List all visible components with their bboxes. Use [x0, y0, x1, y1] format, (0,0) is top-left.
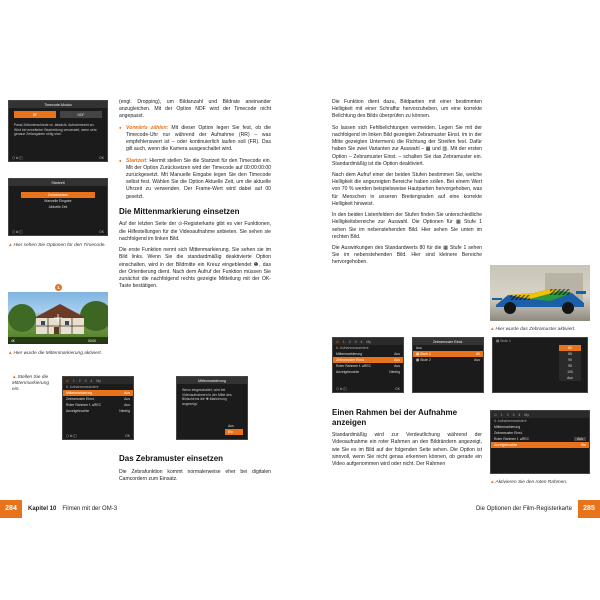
caption-mitten-menu: ▲Stellen Sie die Mittenmarkierung ein. — [12, 374, 50, 393]
tab-1[interactable]: 1 — [72, 378, 75, 383]
ok-label: OK — [99, 230, 104, 234]
menu-row[interactable]: Anzeigeleuchte Niedrig — [66, 409, 130, 413]
popup-option-on[interactable]: Ein — [225, 429, 243, 435]
heading-mitten: Die Mittenmarkierung einsetzen — [119, 206, 240, 216]
level-option[interactable]: Aus — [567, 376, 573, 380]
rahmen-menu-screen — [490, 410, 590, 474]
level-option[interactable]: 80 — [559, 345, 581, 351]
left-text-column-bottom — [119, 448, 271, 487]
chapter-label: Kapitel 10 Filmen mit der OM-3 — [28, 506, 118, 512]
zebra-submenu-screen — [412, 337, 484, 393]
tab-4[interactable]: 4 — [360, 339, 363, 344]
svg-text:4K: 4K — [11, 339, 15, 343]
caption-triangle-icon: ▲ — [490, 479, 495, 484]
paragraph-zebra-3: Nach dem Aufruf einer der beiden Stufen bestimmen Sie, welche Helligkeit die angezeigten Bereiche haben sollen. Bei einem Wert von 70 % werden beispielsweise Hautpartien hervorgehoben, was für Menschen in unseren Breitengraden auf eine korrekte Helligkeit hinweist. — [332, 171, 482, 207]
popup-title: Mittenmarkierung — [177, 377, 247, 384]
option-ndf[interactable]: NDF — [60, 111, 102, 118]
level-option[interactable]: 85 — [568, 352, 572, 356]
submenu-row[interactable]: ▦ Stufe 2 Aus — [416, 358, 480, 362]
menu-row[interactable]: Mittenmarkierung Aus — [336, 352, 400, 356]
screen-footer-icons: ⬡ ⧉ ◫ — [12, 156, 23, 160]
menu-row[interactable]: Anzeigeleuchte Niedrig — [336, 370, 400, 374]
tab-video[interactable]: ⊙ — [66, 378, 69, 383]
intro-paragraph: (engl. Dropping), um Bildanzahl und Bildrate aneinander anzugleichen. Mit der Option NDF wird der Timecode nicht angepasst. — [119, 99, 271, 120]
paragraph-mitten-2: Die erste Funktion nennt sich Mittenmarkierung. Sie sehen sie im Bild links. Wenn Sie die standardmäßig deaktivierte Option einschalten, wird in der Bildmitte ein Kreuz eingeblendet ❶, das der Orientierung dient. Nach dem Aufruf der Funktion müssen Sie zunächst die nachfolgend rechts gezeigte Mitteilung mit der OK-Taste bestätigen. — [119, 247, 271, 290]
house-illustration — [8, 292, 108, 344]
menu-row[interactable]: Mittenmarkierung Aus — [63, 390, 133, 396]
tab-2[interactable]: 2 — [348, 339, 351, 344]
page-number-left: 284 — [0, 500, 22, 518]
tab-my[interactable]: My — [96, 378, 101, 383]
left-footer — [0, 500, 300, 518]
ok-label: OK — [395, 387, 400, 391]
screen-title: Timecode-Modus — [9, 101, 107, 108]
caption-triangle-icon: ▲ — [8, 242, 13, 247]
menu-row[interactable]: Roter Rahmen f. ●REC Aus — [336, 364, 400, 368]
screen-footer-icons: ⬡ ⧉ ◫ — [336, 387, 347, 391]
submenu-title: Zebramuster Einst. — [413, 338, 483, 345]
race-car-illustration — [490, 265, 590, 321]
paragraph-zebra-5: Die Auswirkungen des Standardwerts 80 für die ▦ Stufe 1 sehen Sie im nebenstehenden Bild. Hier sind kleinere Bereiche hervorgehoben. — [332, 244, 482, 266]
tab-3[interactable]: 3 — [512, 412, 515, 417]
zebra-menu-screen — [332, 337, 404, 393]
tab-video[interactable]: ⊙ — [494, 412, 497, 417]
mitten-menu-screen — [62, 376, 134, 440]
bullet-start-time: ● Startzeit: Hiermit stellen Sie die Startzeit für den Timecode ein. Mit der Option Zurücksetzen wird der Timecode auf 00:00:00:00 zurückgesetzt. Mit Manuelle Eingabe legen Sie den Timecode selbst fest. Wählen Sie die Option Aktuelle Zeit, um die aktuelle Uhrzeit zu verwenden. Der Frame-Wert wird dabei auf 00 gesetzt. — [119, 158, 271, 201]
option-current-time[interactable]: Aktuelle Zeit — [48, 205, 68, 209]
race-car-photo — [490, 265, 590, 321]
tab-my[interactable]: My — [524, 412, 529, 417]
left-text-column — [119, 99, 271, 294]
ok-label: OK — [99, 156, 104, 160]
tab-1[interactable]: 1 — [500, 412, 503, 417]
menu-row[interactable]: Mittenmarkierung — [494, 425, 521, 429]
bullet-forward-count: ● Vorwärts zählen: Mit dieser Option legen Sie fest, ob die Timecode-Uhr nur während der Aufnahme (RR) – was empfehlenswert ist – oder kontinuierlich laufen soll (FR). Das gilt auch, wenn die Kamera ausgeschaltet wird. — [119, 125, 271, 154]
right-text-column — [332, 99, 482, 271]
screen-footer-icons: ⬡ ⧉ ◫ — [12, 230, 23, 234]
paragraph-zebra-2: So lassen sich Fehlbelichtungen vermeiden. Legen Sie mit der nachfolgend im linken Bild gezeigten Zebramuster Einst. im in der Mitte gezeigten Untermenü die Richtung der Streifen fest. Dafür haben Sie zwei Varianten zur Auswahl – ▦ und ▥. Mit der ersten Option – Zebramuster Einst. – schalten Sie das Zebramuster ein. Standardmäßig ist die Option deaktiviert. — [332, 124, 482, 167]
menu-row[interactable]: Zebramuster Einst. Aus — [66, 397, 130, 401]
paragraph-mitten-1: Auf der letzten Seite der ⊙-Registerkarte gibt es vier Funktionen, die Hilfestellungen für die Videoaufnahme anbieten. Sie sehen sie nachfolgend im linken Bild. — [119, 221, 271, 242]
level-option[interactable]: 95 — [568, 364, 572, 368]
tab-my[interactable]: My — [366, 339, 371, 344]
svg-text:00:00: 00:00 — [88, 339, 96, 343]
submenu-row[interactable]: Aus — [416, 346, 422, 350]
paragraph-zebra-1: Die Funktion dient dazu, Bildpartien mit einer bestimmten Helligkeit mit einer Schraffur hervorzuheben, um eine korrekte Belichtung des Bilds überprüfen zu können. — [332, 99, 482, 120]
heading-zebra: Das Zebramuster einsetzen — [119, 454, 224, 463]
startzeit-screen — [8, 178, 108, 236]
submenu-row[interactable]: ▦ Stufe 1 80 — [413, 351, 483, 357]
page-number-right: 285 — [578, 500, 600, 518]
tab-video[interactable]: ⊙ — [336, 339, 339, 344]
screen-footer-icons: ⬡ ⧉ ◫ — [66, 434, 77, 438]
tab-4[interactable]: 4 — [90, 378, 93, 383]
level-option[interactable]: 90 — [568, 358, 572, 362]
caption-rahmen: ▲Aktivieren Sie den roten Rahmen. — [490, 479, 568, 485]
tab-3[interactable]: 3 — [354, 339, 357, 344]
house-photo — [8, 292, 108, 344]
menu-row[interactable]: Anzeigeleuchte Ein — [491, 442, 589, 448]
menu-row[interactable]: Zebramuster Einst. Aus — [333, 357, 403, 363]
caption-triangle-icon: ▲ — [8, 350, 13, 355]
caption-triangle-icon: ▲ — [12, 374, 17, 379]
mitten-popup-screen — [176, 376, 248, 440]
caption-triangle-icon: ▲ — [490, 326, 495, 331]
right-text-column-bottom — [332, 402, 482, 472]
option-reset[interactable]: Zurücksetzen — [21, 192, 95, 198]
timecode-mode-screen — [8, 100, 108, 162]
caption-startzeit: ▲Hier sehen Sie Optionen für den Timecode. — [8, 242, 106, 248]
caption-mitten-photo: ▲Hier wurde die Mittenmarkierung aktiviert. — [8, 350, 103, 356]
tab-2[interactable]: 2 — [78, 378, 81, 383]
menu-header: 6. Aufnahmeassistent — [494, 419, 527, 423]
menu-row[interactable]: Roter Rahmen f. ●REC Aus — [66, 403, 130, 407]
zebra-levels-screen — [492, 337, 588, 393]
option-manual[interactable]: Manuelle Eingabe — [44, 199, 72, 203]
tab-2[interactable]: 2 — [506, 412, 509, 417]
option-df[interactable]: DF — [14, 111, 56, 118]
level-option[interactable]: 100 — [567, 370, 573, 374]
menu-header: 6. Aufnahmeassistent — [336, 346, 369, 350]
menu-row[interactable]: Roter Rahmen f. ●REC Aus — [491, 436, 589, 442]
paragraph-zebra: Die Zebrafunktion kommt normalerweise eher bei digitalen Camcordern zum Einsatz. — [119, 468, 271, 482]
tab-4[interactable]: 4 — [518, 412, 521, 417]
screen-title: Startzeit — [9, 179, 107, 186]
levels-header: ▦ Stufe 1 — [496, 339, 511, 343]
paragraph-rahmen: Standardmäßig wird zur Verdeutlichung während der Videoaufnahme ein roter Rahmen an den Bildrändern angezeigt, wie Sie es im Bild auf der folgenden Seite sehen. Die Option ist sinnvoll, wenn Sie nicht genau erkennen können, ob gerade ein Video aufgenommen wird oder nicht. Der Rahmen — [332, 432, 482, 468]
menu-header: 6. Aufnahmeassistent — [66, 385, 99, 389]
ok-label: OK — [125, 434, 130, 438]
popup-message: Wenn eingeschaltet, wird bei Videoaufnahmen in der Mitte des Bildschirms die ✚-Markierung angezeigt. — [182, 388, 232, 406]
caption-zebra-photo: ▲Hier wurde das Zebramuster aktiviert. — [490, 326, 576, 332]
heading-rahmen: Einen Rahmen bei der Aufnahme anzeigen — [332, 408, 458, 427]
paragraph-zebra-4: In den beiden Listenfeldern der Stufen finden Sie unterschiedliche Helligkeitsbereiche zur Auswahl. Die Optionen für ▦ Stufe 1 sehen Sie im nebenstehenden Bild. Hier sehen Sie unten im rechten Bild. — [332, 212, 482, 240]
right-footer — [300, 500, 600, 518]
section-label: Die Optionen der Film-Registerkarte — [475, 506, 572, 512]
tab-3[interactable]: 3 — [84, 378, 87, 383]
popup-option-off[interactable]: Aus — [228, 424, 234, 428]
tab-1[interactable]: 1 — [342, 339, 345, 344]
screen-message: Passt Zeitunterschiede vs. tatsächl. Aufnahmezeit an. Wird bei erweiterter Bearbeitung verwendet, wenn sehr genaue Zeitangaben nötig sind. — [14, 123, 97, 137]
marker-1-pin: 1 — [55, 284, 62, 291]
menu-row[interactable]: Zebramuster Einst. — [494, 431, 523, 435]
